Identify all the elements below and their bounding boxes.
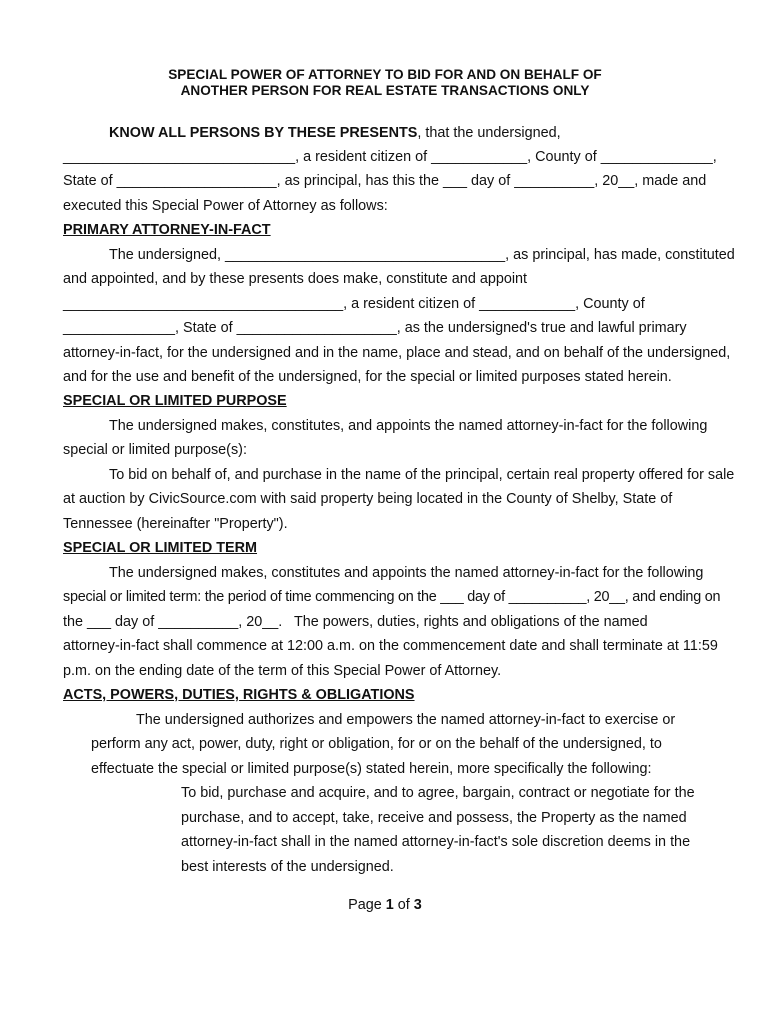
footer-of-word: of [393, 897, 414, 913]
primary-line: ___________________________________, a resident citizen of ____________, County of [63, 296, 645, 312]
intro-bold-lead: KNOW ALL PERSONS BY THESE PRESENTS [109, 125, 418, 141]
intro-line-2: _____________________________, a resident citizen of ____________, County of ______________, [63, 149, 717, 165]
primary-line: and for the use and benefit of the undersigned, for the special or limited purposes stated herein. [63, 369, 672, 385]
footer-page-word: Page [348, 897, 386, 913]
page-footer [0, 897, 770, 913]
intro-line-4: executed this Special Power of Attorney as follows: [63, 198, 388, 214]
primary-line: and appointed, and by these presents does make, constitute and appoint [63, 271, 528, 287]
purpose-line: special or limited purpose(s): [63, 442, 247, 458]
intro-line-3: State of ____________________, as principal, has this the ___ day of __________, 20__, made and [63, 173, 707, 189]
acts-line: best interests of the undersigned. [181, 859, 394, 875]
acts-line: perform any act, power, duty, right or obligation, for or on the behalf of the undersigned, to [91, 736, 662, 752]
acts-line: To bid, purchase and acquire, and to agree, bargain, contract or negotiate for the [181, 785, 695, 801]
footer-current-page: 1 [385, 897, 394, 913]
purpose-line: at auction by CivicSource.com with said property being located in the County of Shelby, State of [63, 491, 673, 507]
title-line-1: SPECIAL POWER OF ATTORNEY TO BID FOR AND ON BEHALF OF [168, 67, 602, 82]
acts-line: effectuate the special or limited purpose(s) stated herein, more specifically the following: [91, 761, 652, 777]
purpose-line: The undersigned makes, constitutes, and appoints the named attorney-in-fact for the following [109, 418, 708, 434]
term-line: p.m. on the ending date of the term of this Special Power of Attorney. [63, 663, 502, 679]
term-line: special or limited term: the period of time commencing on the ___ day of __________, 20__, and ending on [63, 589, 721, 605]
purpose-heading: SPECIAL OR LIMITED PURPOSE [63, 393, 287, 409]
term-line: attorney-in-fact shall commence at 12:00 a.m. on the commencement date and shall terminate at 11:59 [63, 638, 718, 654]
primary-line: The undersigned, ___________________________________, as principal, has made, constituted [109, 247, 735, 263]
acts-heading: ACTS, POWERS, DUTIES, RIGHTS & OBLIGATIONS [63, 687, 415, 703]
title-line-2: ANOTHER PERSON FOR REAL ESTATE TRANSACTIONS ONLY [180, 83, 590, 98]
intro-lead-rest: , that the undersigned, [417, 125, 561, 141]
primary-line: ______________, State of ____________________, as the undersigned's true and lawful primary [63, 320, 687, 336]
term-heading: SPECIAL OR LIMITED TERM [63, 540, 258, 556]
purpose-line: Tennessee (hereinafter "Property"). [63, 516, 288, 532]
acts-line: attorney-in-fact shall in the named attorney-in-fact's sole discretion deems in the [181, 834, 691, 850]
purpose-line: To bid on behalf of, and purchase in the name of the principal, certain real property offered for sale [109, 467, 735, 483]
intro-line-1 [109, 124, 561, 142]
term-line: The undersigned makes, constitutes and appoints the named attorney-in-fact for the following [109, 565, 704, 581]
acts-line: The undersigned authorizes and empowers the named attorney-in-fact to exercise or [136, 712, 676, 728]
footer-total-pages: 3 [413, 897, 422, 913]
primary-line: attorney-in-fact, for the undersigned and in the name, place and stead, and on behalf of the undersigned, [63, 345, 731, 361]
term-line: the ___ day of __________, 20__. The powers, duties, rights and obligations of the named [63, 614, 648, 630]
primary-heading: PRIMARY ATTORNEY-IN-FACT [63, 222, 271, 238]
acts-line: purchase, and to accept, take, receive and possess, the Property as the named [181, 810, 687, 826]
